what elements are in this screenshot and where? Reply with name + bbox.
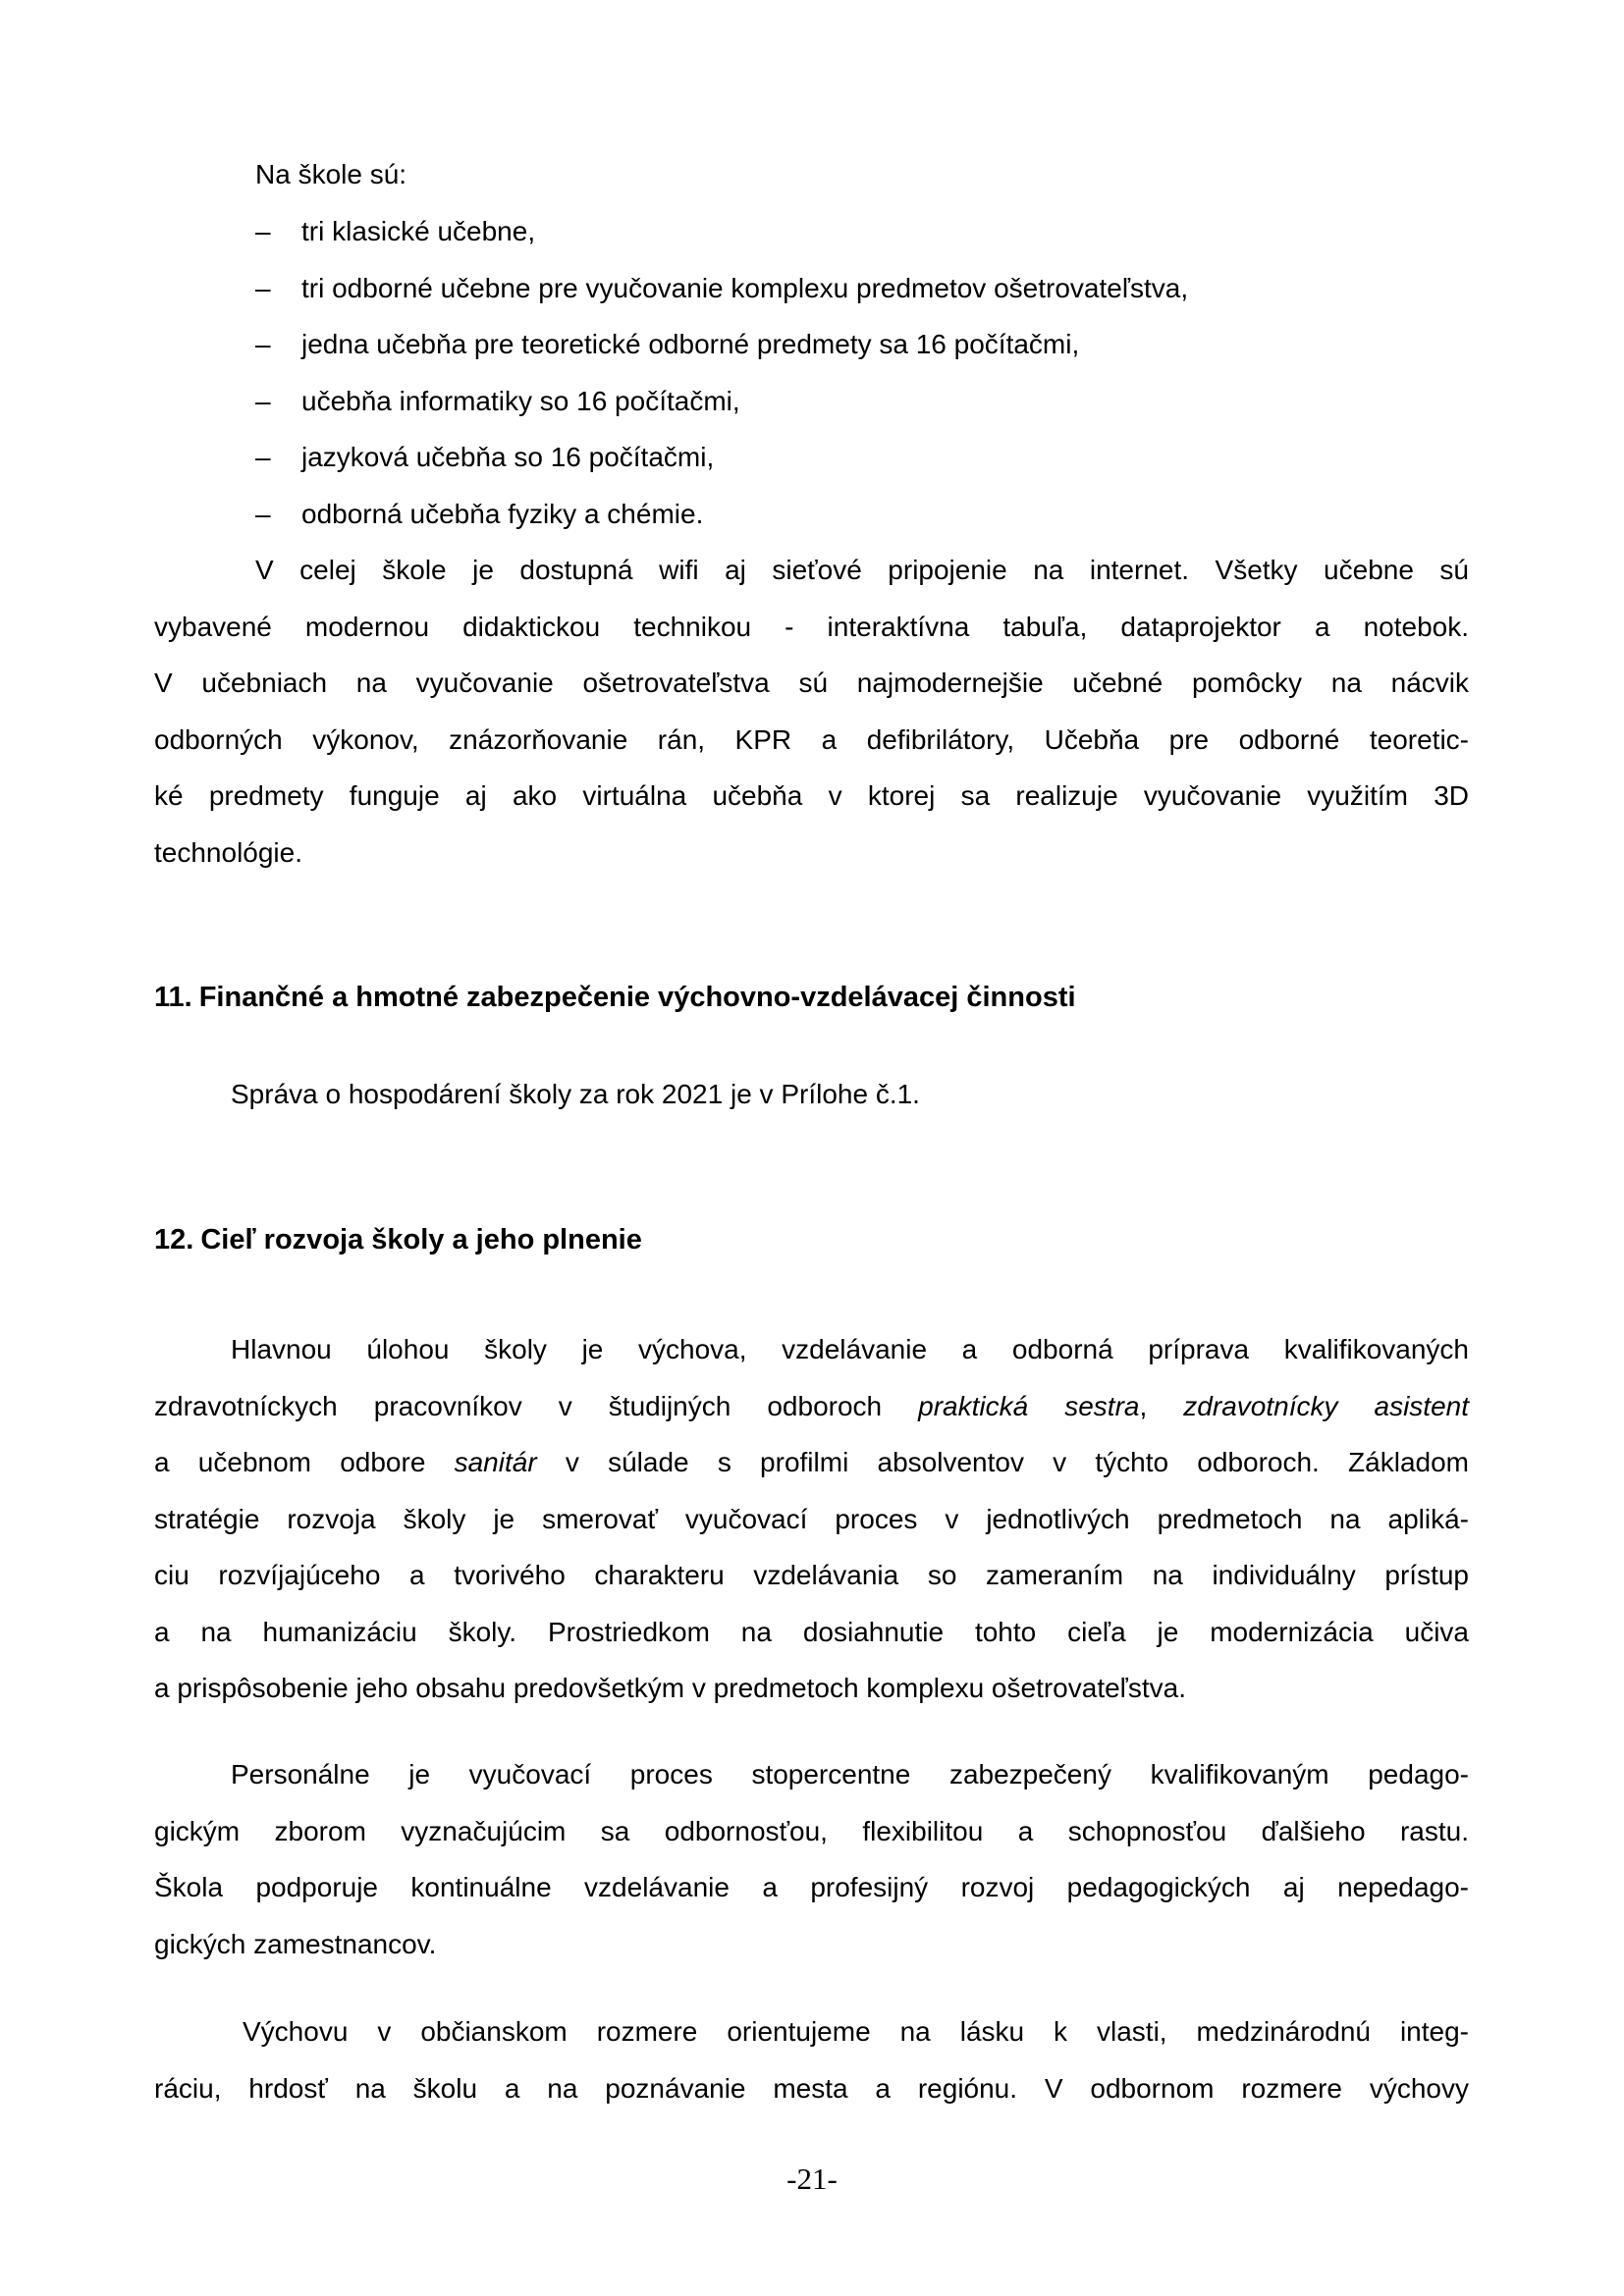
- list-item-text: tri klasické učebne,: [301, 216, 536, 246]
- text-segment: v súlade s profilmi absolventov v týchto odboroch. Základom: [536, 1447, 1469, 1477]
- text-segment: zdravotníckych pracovníkov v študijných odboroch: [154, 1390, 919, 1421]
- list-item: [154, 429, 1469, 486]
- paragraph-line: Škola podporuje kontinuálne vzdelávanie a profesijný rozvoj pedagogických aj nepedago-: [154, 1872, 1469, 1902]
- dash-bullet: –: [255, 216, 271, 246]
- paragraph-line: Personálne je vyučovací proces stopercentne zabezpečený kvalifikovaným pedago-: [231, 1759, 1469, 1789]
- paragraph-staff: [154, 1746, 1469, 1972]
- dash-bullet: –: [255, 272, 271, 303]
- paragraph-line: Hlavnou úlohou školy je výchova, vzdelávanie a odborná príprava kvalifikovaných: [231, 1334, 1469, 1364]
- dash-bullet: –: [255, 498, 271, 529]
- intro-lead-block: [154, 146, 1469, 203]
- section-heading-11: [154, 969, 1469, 1026]
- dash-bullet: –: [255, 329, 271, 359]
- paragraph-line: a na humanizáciu školy. Prostriedkom na dosiahnutie tohto cieľa je modernizácia učiva: [154, 1616, 1469, 1647]
- italic-term: sanitár: [454, 1447, 537, 1477]
- paragraph-line: ráciu, hrdosť na školu a na poznávanie mesta a regiónu. V odbornom rozmere výchovy: [154, 2072, 1469, 2104]
- paragraph-equipment: [154, 542, 1469, 881]
- text-segment: ,: [1139, 1390, 1184, 1421]
- paragraph-line: odborných výkonov, znázorňovanie rán, KPR a defibrilátory, Učebňa pre odborné teoretic-: [154, 723, 1469, 755]
- paragraph-line: Výchovu v občianskom rozmere orientujeme na lásku k vlasti, medzinárodnú integ-: [243, 2016, 1469, 2047]
- list-item: [154, 316, 1469, 373]
- section-heading-12: [154, 1211, 1469, 1268]
- paragraph-line: vybavené modernou didaktickou technikou - interaktívna tabuľa, dataprojektor a notebok.: [154, 611, 1469, 642]
- list-item: [154, 260, 1469, 317]
- text-segment: a učebnom odbore: [154, 1447, 455, 1477]
- paragraph-line: ké predmety funguje aj ako virtuálna učebňa v ktorej sa realizuje vyučovanie využitím 3D: [154, 780, 1469, 811]
- paragraph-civic-education: [154, 2003, 1469, 2116]
- paragraph-line: V celej škole je dostupná wifi aj sieťové pripojenie na internet. Všetky učebne sú: [255, 555, 1469, 585]
- section-11-body: Správa o hospodárení školy za rok 2021 je v Prílohe č.1.: [231, 1079, 920, 1109]
- paragraph-school-goal: [154, 1321, 1469, 1717]
- section-title: Finančné a hmotné zabezpečenie výchovno-vzdelávacej činnosti: [198, 982, 1076, 1013]
- paragraph-line: stratégie rozvoja školy je smerovať vyučovací proces v jednotlivých predmetoch na apliká-: [154, 1503, 1469, 1534]
- list-item-text: tri odborné učebne pre vyučovanie komplexu predmetov ošetrovateľstva,: [301, 272, 1189, 303]
- paragraph-line: ciu rozvíjajúceho a tvorivého charakteru vzdelávania so zameraním na individuálny prístup: [154, 1560, 1469, 1590]
- paragraph-line: gických zamestnancov.: [154, 1928, 437, 1959]
- section-11-body-block: [154, 1066, 1469, 1123]
- paragraph-line: [154, 1434, 1469, 1491]
- section-title: Cieľ rozvoja školy a jeho plnenie: [200, 1224, 642, 1255]
- list-item-text: jazyková učebňa so 16 počítačmi,: [301, 442, 715, 472]
- list-item-text: učebňa informatiky so 16 počítačmi,: [301, 385, 740, 416]
- paragraph-line: gickým zborom vyznačujúcim sa odbornosťou, flexibilitou a schopnosťou ďalšieho rastu.: [154, 1815, 1469, 1846]
- dash-bullet: –: [255, 442, 271, 472]
- list-item: [154, 486, 1469, 543]
- dash-bullet: –: [255, 385, 271, 416]
- italic-term: zdravotnícky asistent: [1183, 1390, 1469, 1421]
- italic-term: praktická sestra: [918, 1390, 1140, 1421]
- list-item: [154, 373, 1469, 430]
- paragraph-line: V učebniach na vyučovanie ošetrovateľstva sú najmodernejšie učebné pomôcky na nácvik: [154, 667, 1469, 698]
- paragraph-line: technológie.: [154, 836, 303, 868]
- list-item: [154, 203, 1469, 260]
- bullet-list: [154, 203, 1469, 542]
- intro-lead: Na škole sú:: [255, 159, 407, 189]
- paragraph-line: a prispôsobenie jeho obsahu predovšetkým v predmetoch komplexu ošetrovateľstva.: [154, 1673, 1186, 1703]
- section-number: 11.: [154, 982, 192, 1013]
- paragraph-line: [154, 1378, 1469, 1435]
- list-item-text: odborná učebňa fyziky a chémie.: [301, 498, 704, 529]
- list-item-text: jedna učebňa pre teoretické odborné predmety sa 16 počítačmi,: [301, 329, 1080, 359]
- section-number: 12.: [154, 1224, 194, 1255]
- page-number: -21-: [786, 2162, 838, 2196]
